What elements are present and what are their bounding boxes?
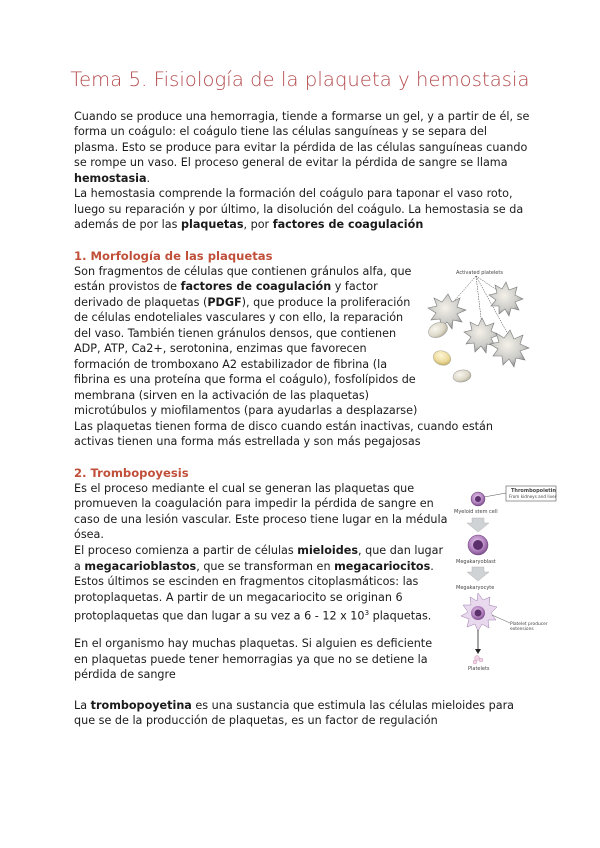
activated-platelets-figure [418,266,540,390]
s1-line-6: ADP, ATP, Ca2+, serotonina, enzimas que favorecen [74,342,367,355]
thrombopoiesis-figure [448,485,558,675]
down-arrow-icon [467,518,489,532]
s1-line-12: activas tienen una forma más estrellada y son más pegajosas [74,435,421,448]
svg-text:From kidneys and liver: From kidneys and liver [509,494,557,499]
s1-line-11: Las plaquetas tienen forma de disco cuando están inactivas, cuando están [74,420,494,433]
term-hemostasia: hemostasia [74,172,147,185]
s2-line-13: La trombopoyetina es una sustancia que estimula las células mieloides para [74,699,515,712]
intro-line-7: luego su reparación y por último, la disolución del coágulo. La hemostasia se da [74,203,524,216]
s1-line-2: están provistos de factores de coagulación y factor [74,280,378,293]
intro-line-3: plasma. Esto se produce para evitar la pérdida de las células sanguíneas cuando [74,141,528,154]
page-title: Tema 5. Fisiología de la plaqueta y hemostasia [70,68,530,91]
s2-line-11: en plaquetas puede tener hemorragias ya que no se detiene la [74,653,428,666]
thrombopoietin-box [484,486,557,501]
s2-line-2: promueven la coagulación para impedir la pérdida de sangre en [74,497,434,510]
s2-line-12: pérdida de sangre [74,668,176,681]
s1-line-8: fibrina es una proteína que forma el coágulo), fosfolípidos de [74,373,416,386]
down-arrow-icon [467,567,489,581]
s1-line-9: membrana (sirven en la activación de las plaquetas) [74,389,370,402]
s2-line-6: a megacarioblastos, que se transforman en megacariocitos. [74,560,434,573]
intro-line-6: La hemostasia comprende la formación del coágulo para taponar el vaso roto, [74,187,513,200]
megakaryocyte-icon [461,593,497,631]
s2-line-4: ósea. [74,528,104,541]
svg-text:Thrombopoietin: Thrombopoietin [511,488,556,494]
label-myeloid-stem-cell: Myeloid stem cell [454,509,498,515]
thin-arrow-icon [475,649,481,654]
s2-line-5: El proceso comienza a partir de células mieloides, que dan lugar [74,544,444,557]
s2-line-14: que se de la producción de plaquetas, es un factor de regulación [74,714,438,727]
s1-line-3: derivado de plaquetas (PDGF), que produce la proliferación [74,296,411,309]
term-trombopoyetina: trombopoyetina [90,699,192,712]
intro-line-8: además de por las plaquetas, por factores de coagulación [74,218,424,231]
label-megakaryocyte: Megakaryocyte [456,585,495,591]
intro-line-5: hemostasia. [74,172,151,185]
section-heading-morfologia: 1. Morfología de las plaquetas [74,249,273,263]
s2-line-3: caso de una lesión vascular. Este proceso tiene lugar en la médula [74,513,448,526]
s2-line-9: protoplaquetas que dan lugar a su vez a 6 - 12 x $10^3$ plaquetas. [74,609,432,623]
intro-line-1: Cuando se produce una hemorragia, tiende a formarse un gel, y a partir de él, se [74,110,530,123]
svg-text:extensions: extensions [510,627,534,632]
intro-line-2: forma un coágulo: el coágulo tiene las células sanguíneas y se separa del [74,125,487,138]
s1-line-1: Son fragmentos de células que contienen gránulos alfa, que [74,265,412,278]
label-platelet-producer: Platelet producer [510,622,548,627]
section-heading-trombopoyesis: 2. Trombopoyesis [74,466,189,480]
s2-line-1: Es el proceso mediante el cual se generan las plaquetas que [74,482,415,495]
s1-line-5: del vaso. También tienen gránulos densos, que contienen [74,327,397,340]
label-megakaryoblast: Megakaryoblast [456,559,496,565]
s1-line-10: microtúbulos y miofilamentos (para ayudarlas a desplazarse) [74,404,418,417]
intro-line-4: se rompe un vaso. El proceso general de evitar la pérdida de sangre se llama [74,156,508,169]
platelets-icon [473,656,483,665]
figure-label-activated: Activated platelets [456,270,503,276]
s2-line-8: protoplaquetas. A partir de un megacariocito se originan 6 [74,591,403,604]
s2-line-7: Estos últimos se escinden en fragmentos citoplasmáticos: las [74,575,419,588]
s2-line-10: En el organismo hay muchas plaquetas. Si alguien es deficiente [74,637,433,650]
s1-line-4: de células endoteliales vasculares y con ello, la reparación [74,311,404,324]
label-platelets: Platelets [468,666,490,672]
disc-platelet-icon [426,319,472,383]
s1-line-7: formación de tromboxano A2 estabilizador de fibrina (la [74,358,388,371]
